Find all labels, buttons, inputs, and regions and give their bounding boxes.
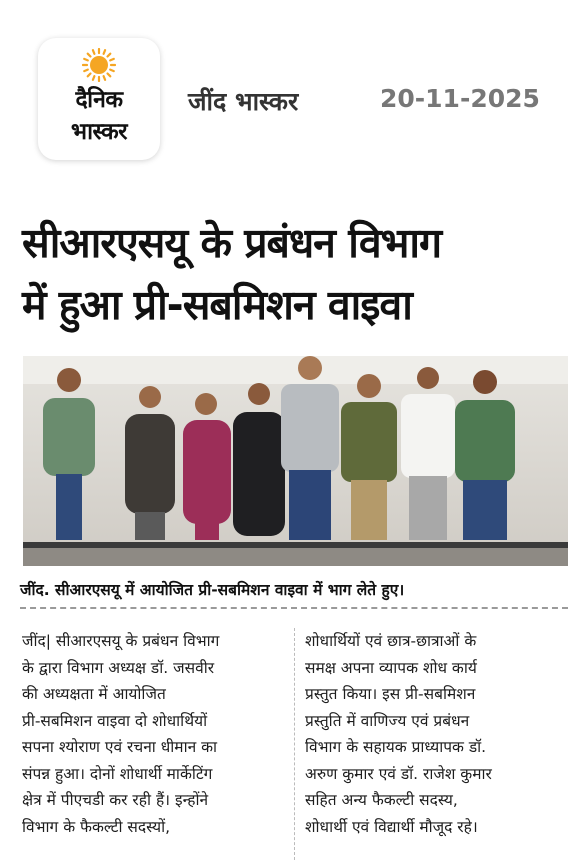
- col1-line: विभाग के फैकल्टी सदस्यों,: [22, 817, 171, 836]
- page-header: [0, 0, 578, 180]
- col2-line: प्रस्तुति में वाणिज्य एवं प्रबंधन: [305, 711, 470, 730]
- photo-caption: जींद. सीआरएसयू में आयोजित प्री-सबमिशन वाइवा में भाग लेते हुए।: [20, 581, 405, 599]
- col2-line: शोधार्थी एवं विद्यार्थी मौजूद रहे।: [305, 817, 478, 836]
- headline-line-1: सीआरएसयू के प्रबंधन विभाग: [22, 219, 442, 267]
- caption-divider: [20, 607, 568, 609]
- column-divider: [294, 628, 295, 860]
- group-photo: [23, 356, 568, 566]
- col2-line: प्रस्तुत किया। इस प्री-सबमिशन: [305, 685, 476, 703]
- publish-date: 20-11-2025: [380, 84, 540, 113]
- col1-line: सपना श्योराण एवं रचना धीमान का: [22, 738, 218, 756]
- sun-icon: [82, 48, 116, 82]
- col1-line: के द्वारा विभाग अध्यक्ष डॉ. जसवीर: [22, 658, 215, 677]
- article-column-2: [305, 628, 569, 840]
- col2-line: अरुण कुमार एवं डॉ. राजेश कुमार: [305, 764, 492, 783]
- col2-line: समक्ष अपना व्यापक शोध कार्य: [305, 658, 477, 677]
- logo-text-top: दैनिक: [75, 87, 123, 113]
- col2-line: शोधार्थियों एवं छात्र-छात्राओं के: [305, 632, 477, 650]
- col1-line: संपन्न हुआ। दोनों शोधार्थी मार्केटिंग: [22, 764, 213, 783]
- col1-line: क्षेत्र में पीएचडी कर रही हैं। इन्होंने: [22, 791, 209, 809]
- dainik-bhaskar-logo: [38, 38, 160, 160]
- headline-line-2: में हुआ प्री-सबमिशन वाइवा: [22, 281, 412, 329]
- col1-line: की अध्यक्षता में आयोजित: [22, 685, 166, 703]
- logo-text-bottom: भास्कर: [70, 119, 128, 145]
- col2-line: विभाग के सहायक प्राध्यापक डॉ.: [305, 738, 487, 756]
- group-photo-illustration: [23, 356, 568, 566]
- col1-line: जींद| सीआरएसयू के प्रबंधन विभाग: [22, 632, 220, 650]
- article-column-1: [22, 628, 286, 840]
- article-headline: [22, 212, 562, 336]
- edition-name: जींद भास्कर: [188, 87, 299, 116]
- col1-line: प्री-सबमिशन वाइवा दो शोधार्थियों: [22, 711, 208, 730]
- col2-line: सहित अन्य फैकल्टी सदस्य,: [305, 791, 458, 809]
